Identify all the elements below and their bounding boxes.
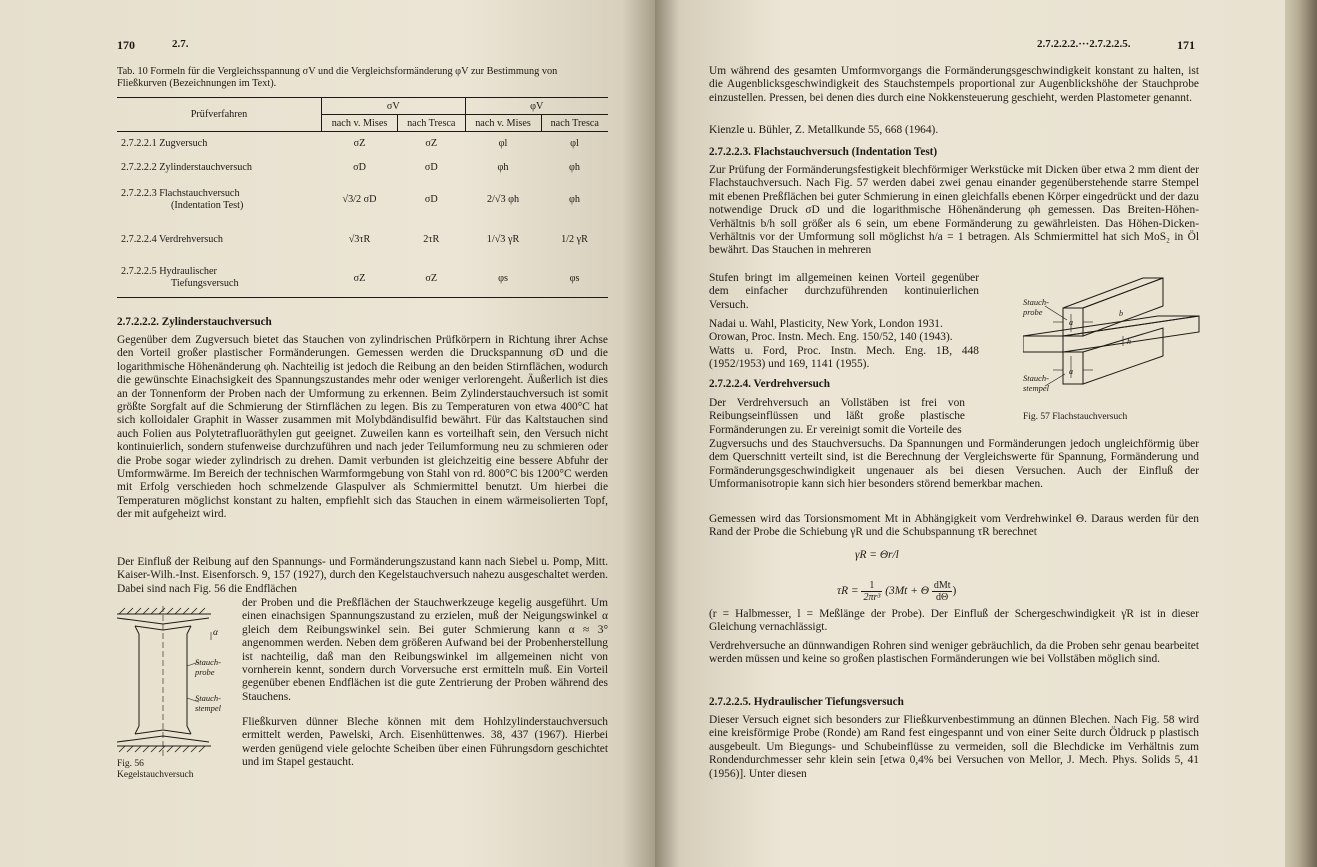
paragraph: Um während des gesamten Umformvorgangs die Formänderungsgeschwindigkeit konstant zu halten, ist die Augenblicksgeschwindigkeit des Stauchstempels proportional zur Augenblickshöhe der Stauchprobe einzustellen. Pressen, bei denen dies durch eine Nokkensteuerung geschieht, werden Plastometer genannt. xyxy=(709,65,1199,104)
row-name: Zylinderstauchversuch xyxy=(159,162,252,173)
probe-label: Stauch- probe xyxy=(1023,297,1049,317)
eq-derivative xyxy=(932,580,953,603)
page-number: 170 xyxy=(117,38,135,52)
figure-caption-number: Fig. 56 xyxy=(117,759,144,769)
table-cell: σZ xyxy=(425,272,438,284)
table-row xyxy=(117,156,608,180)
alpha-label: α xyxy=(213,628,218,638)
eq-close: ) xyxy=(952,585,957,597)
table-subheader: nach Tresca xyxy=(398,115,465,132)
probe-label: Stauch- probe xyxy=(195,657,221,677)
eq-numerator: 1 xyxy=(861,580,882,592)
eq-denominator: dΘ xyxy=(936,591,949,603)
eq-numerator: dMt xyxy=(933,579,951,591)
table-subheader: nach v. Mises xyxy=(322,115,398,132)
dim-h-label: h xyxy=(1127,337,1131,346)
paragraph: Zur Prüfung der Formänderungsfestigkeit blechförmiger Werkstücke mit Dicken über etwa 2 mm dient der Flachstauchversuch. Nach Fig. 57 werden dabei zwei genau einander gegenüberstehende starre Stempel mit ebenen Preßflächen bei guter Schmierung in einen gleichfalls ebenen Körper eingedrückt und der dazu notwendige Druck σD und die logarithmische Höhenänderung φh gemessen. Das Breiten-Höhen-Verhältnis b/h soll größer als 6 sein, um ebene Formänderung zu gewährleisten. Das Höhen-Dicken-Verhältnis vor der Umformung soll möglichst h/a = 1 betragen. Als Schmiermittel hat sich MoS₂ in Öl bewährt. Das Stauchen in mehreren xyxy=(709,164,1199,257)
table-cell: σD xyxy=(353,162,366,173)
references-list xyxy=(709,318,979,372)
table-row xyxy=(117,260,608,298)
table-cell: σZ xyxy=(353,272,366,284)
figure-caption: Kegelstauchversuch xyxy=(117,770,194,780)
formula-table xyxy=(117,97,608,298)
running-head: 2.7.2.2.2.···2.7.2.2.5. xyxy=(1037,38,1131,50)
table-cell: σZ xyxy=(353,138,366,150)
section-heading: 2.7.2.2.4. Verdrehversuch xyxy=(709,378,830,390)
row-number: 2.7.2.2.4 xyxy=(121,234,157,245)
table-cell: √3τR xyxy=(348,234,371,245)
paragraph: Gegenüber dem Zugversuch bietet das Stauchen von zylindrischen Prüfkörpern in Richtung ihrer Achse den Vorteil großer plastischer Formänderungen. Gemessen werden die Druckspannung σD und die logarithmische Höhenänderung φh. Nachteilig ist jedoch die Reibung an den beiden Stirnflächen, wodurch die gewünschte Einachsigkeit des Spannungszustandes mehr oder weniger verlorengeht. Äußerlich ist dies an der Tonnenform der Proben nach der Umformung zu erkennen. Beim Zylinderstauchversuch ist somit größte Sorgfalt auf die Schmierung der Stirnflächen zu legen. Bis zu Temperaturen von etwa 400°C hat sich kolloidaler Graphit in Wasser zusammen mit Molybdändisulfid bewährt. Für das Kaltstauchen sind auch Folien aus Polytetrafluoräthylen gut geeignet. Zuweilen kann es vorteilhaft sein, den Versuch nicht kontinuierlich, sondern stufenweise durchzuführen und nach jeder Teilumformung neu zu schmieren oder die Probe sogar wieder zylindrisch zu drehen. Damit verbunden ist gleichzeitig eine bessere Abfuhr der Umformwärme. Im Bereich der technischen Warmformgebung von Stahl von rd. 800°C bis 1200°C werden mit Erfolg verschieden hoch schmelzende Glaspulver als Schmiermittel benutzt. Um hierbei die Temperaturen möglichst konstant zu halten, empfiehlt sich das Stauchen in einem wärmeisolierten Topf, der mit aufgeheizt wird. xyxy=(117,334,608,521)
equation-1: γR = Θr/l xyxy=(855,549,899,561)
left-page xyxy=(0,0,655,867)
table-row xyxy=(117,132,608,156)
table-cell: 1/√3 γR xyxy=(486,234,520,245)
row-number: 2.7.2.2.5 xyxy=(121,266,157,278)
table-cell: φs xyxy=(569,272,580,284)
table-cell: φh xyxy=(569,162,581,173)
paragraph: (r = Halbmesser, l = Meßlänge der Probe). Der Einfluß der Schergeschwindigkeit γ̇R ist in dieser Gleichung vernachlässigt. xyxy=(709,608,1199,634)
reference: Orowan, Proc. Instn. Mech. Eng. 150/52, 140 (1943). xyxy=(709,331,953,344)
paragraph: Zugversuchs und des Stauchversuchs. Da Spannungen und Formänderungen jedoch ungleichförmig über dem Querschnitt verteilt sind, ist die Berechnung der Vergleichswerte für Spannung, Formänderung und Formänderungsgeschwindigkeit ungenauer als bei diesen Versuchen. Auch der Einfluß der Umformanisotropie kann sich hier besonders störend bemerkbar machen. xyxy=(709,438,1199,491)
table-header: Prüfverfahren xyxy=(117,98,322,132)
table-cell: φh xyxy=(569,194,581,205)
stempel-label: Stauch- stempel xyxy=(1023,373,1049,393)
paragraph: Stufen bringt im allgemeinen keinen Vorteil gegenüber dem einfacher durchzuführenden kontinuierlichen Versuch. xyxy=(709,272,979,311)
page-edge xyxy=(1285,0,1317,867)
page-number: 171 xyxy=(1177,38,1195,52)
table-cell: σD xyxy=(424,162,438,173)
section-heading: 2.7.2.2.5. Hydraulischer Tiefungsversuch xyxy=(709,696,904,708)
row-number: 2.7.2.2.1 xyxy=(121,138,157,150)
row-name-line2: Tiefungsversuch xyxy=(171,278,239,290)
paragraph: Der Verdrehversuch an Vollstäben ist frei von Reibungseinflüssen und läßt große plastische Formänderungen zu. Er vereinigt somit die Vorteile des xyxy=(709,397,965,436)
table-subheader: nach Tresca xyxy=(541,115,608,132)
table-subheader: nach v. Mises xyxy=(465,115,541,132)
paragraph: der Proben und die Preßflächen der Stauchwerkzeuge kegelig ausgeführt. Um einen einachsigen Spannungszustand zu erzielen, muß der Neigungswinkel α gleich dem Reibungswinkel sein. Bei guter Schmierung kann α ≈ 3° angenommen werden. Neben dem größeren Aufwand bei der Probenherstellung ist nachteilig, daß man den Reibungswinkel im allgemeinen nicht von vornherein kennt, sondern durch Vorversuche erst ermitteln muß. Ein Vorteil gegenüber ebenen Endflächen ist die gute Zentrierung der Proben während des Stauchens. xyxy=(242,597,608,703)
paragraph: Dieser Versuch eignet sich besonders zur Fließkurvenbestimmung an dünnen Blechen. Nach Fig. 58 wird eine kreisförmige Probe (Ronde) am Rand fest eingespannt und von einer Seite durch Öldruck p plastisch ausgebeult. Um Biegungs- und Schubeinflüsse zu vermeiden, soll die Blechdicke im Verhältnis zum Rondendurchmesser sehr klein sein [etwa 0,4% bei Versuchen von Mellor, J. Mech. Phys. Solids 5, 41 (1956)]. Unter diesen xyxy=(709,714,1199,780)
table-row xyxy=(117,220,608,260)
paragraph: Der Einfluß der Reibung auf den Spannungs- und Formänderungszustand kann nach Siebel u. Pomp, Mitt. Kaiser-Wilh.-Inst. Eisenforsch. 9, 157 (1927), durch den Kegelstauchversuch nahezu ausgeschaltet werden. Dabei sind nach Fig. 56 die Endflächen xyxy=(117,556,608,595)
stempel-label: Stauch- stempel xyxy=(195,693,221,713)
table-cell: σZ xyxy=(425,138,438,150)
row-name: Verdrehversuch xyxy=(159,234,223,245)
table-cell: 2/√3 φh xyxy=(486,194,520,205)
row-name: Zugversuch xyxy=(159,138,208,150)
dim-b-label: b xyxy=(1119,309,1123,318)
reference: Watts u. Ford, Proc. Instn. Mech. Eng. 1B, 448 (1952/1953) und 169, 1141 (1955). xyxy=(709,344,979,371)
eq-body: (3Mt + Θ xyxy=(885,585,929,597)
row-number: 2.7.2.2.3 xyxy=(121,187,157,199)
figure-caption: Fig. 57 Flachstauchversuch xyxy=(1023,412,1128,422)
table-group-header: σV xyxy=(322,98,466,115)
table-row xyxy=(117,180,608,220)
reference: Nadai u. Wahl, Plasticity, New York, London 1931. xyxy=(709,318,943,330)
figure-56 xyxy=(115,606,240,756)
table-group-header: φV xyxy=(465,98,608,115)
eq-lhs: τR = xyxy=(837,585,859,597)
eq-fraction xyxy=(861,580,882,603)
row-number: 2.7.2.2.2 xyxy=(121,162,157,173)
section-heading: 2.7.2.2.3. Flachstauchversuch (Indentation Test) xyxy=(709,146,938,158)
figure-57 xyxy=(1023,266,1201,416)
right-page xyxy=(655,0,1285,867)
paragraph: Fließkurven dünner Bleche können mit dem Hohlzylinderstauchversuch ermittelt werden, Pawelski, Arch. Eisenhüttenwes. 38, 437 (1967). Hierbei werden genügend viele gelochte Scheiben über einen Führungsdorn geschichtet und im Stapel gestaucht. xyxy=(242,716,608,769)
section-heading: 2.7.2.2.2. Zylinderstauchversuch xyxy=(117,316,272,328)
paragraph: Gemessen wird das Torsionsmoment Mt in Abhängigkeit vom Verdrehwinkel Θ. Daraus werden für den Rand der Probe die Schiebung γR und die Schubspannung τR berechnet xyxy=(709,513,1199,539)
paragraph: Verdrehversuche an dünnwandigen Rohren sind weniger gebräuchlich, da die Proben sehr genau bearbeitet werden müssen und keine so großen plastischen Formänderungen wie bei Vollstäben möglich sind. xyxy=(709,640,1199,666)
dim-a-label: a xyxy=(1069,318,1073,327)
table-cell: φh xyxy=(497,162,509,173)
table-cell: 2τR xyxy=(423,234,440,245)
table-cell: √3/2 σD xyxy=(342,194,377,205)
table-cell: φl xyxy=(498,138,508,150)
table-cell: φl xyxy=(570,138,579,150)
equation-2 xyxy=(837,570,1097,606)
eq-denominator: 2πr³ xyxy=(863,591,881,603)
reference: Kienzle u. Bühler, Z. Metallkunde 55, 668 (1964). xyxy=(709,124,939,136)
dim-a-label: a xyxy=(1069,367,1073,376)
row-name: Flachstauchversuch xyxy=(159,187,240,199)
row-name-line2: (Indentation Test) xyxy=(171,199,244,211)
table-cell: σD xyxy=(424,194,438,205)
flachstauch-diagram xyxy=(1023,266,1201,406)
running-head: 2.7. xyxy=(172,38,189,50)
table-cell: 1/2 γR xyxy=(561,234,588,245)
kegelstauch-diagram xyxy=(115,606,240,756)
table-caption: Tab. 10 Formeln für die Vergleichsspannung σV und die Vergleichsformänderung φV zur Bestimmung von Fließkurven (Bezeichnungen im Text). xyxy=(117,66,558,89)
table-cell: φs xyxy=(498,272,508,284)
row-name: Hydraulischer xyxy=(159,266,217,278)
